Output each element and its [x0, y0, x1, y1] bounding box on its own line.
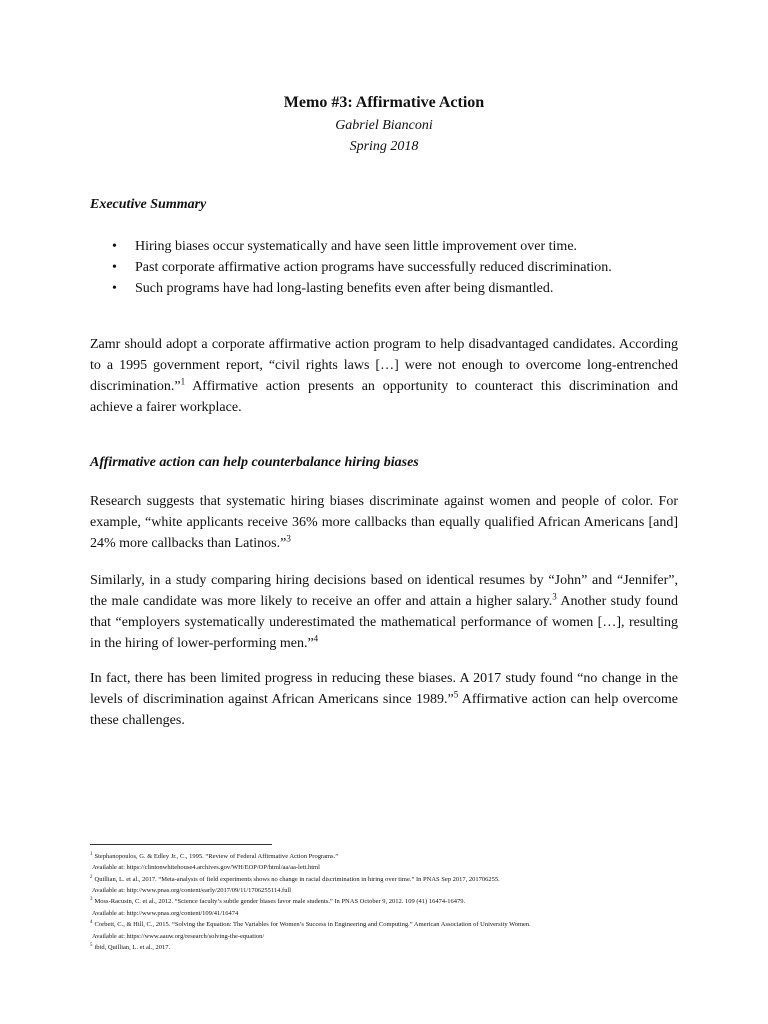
bullet-icon: •: [112, 239, 117, 254]
bullet-icon: •: [112, 260, 117, 275]
body-paragraph: In fact, there has been limited progress in reducing these biases. A 2017 study found “no change in the levels of discrimination against African Americans since 1989.”$^5$ Affirmative action can help overcome these challenges.: [90, 671, 678, 728]
executive-summary-list: [112, 236, 612, 299]
memo-author: Gabriel Bianconi: [335, 118, 433, 133]
footnote: $^3$ Moss-Racusin, C. et al., 2012. “Science faculty’s subtle gender biases favor male students.” In PNAS October 9, 2012. 109 (41) 16474-16479.: [90, 897, 466, 906]
footnote-ref: 3: [552, 591, 557, 602]
footnote: Available at: https://clintonwhitehouse4.archives.gov/WH/EOP/OP/html/aa/aa-lett.html: [92, 864, 320, 872]
list-item: • Such programs have had long-lasting benefits even after being dismantled.: [112, 278, 612, 299]
footnote-ref: 4: [313, 633, 319, 644]
executive-summary-heading: Executive Summary: [90, 197, 207, 212]
body-paragraph: Similarly, in a study comparing hiring decisions based on identical resumes by “John” and “Jennifer”, the male candidate was more likely to receive an offer and attain a higher salary.$^3$ Another study found that “employers systematically underestimated the mathematical performance of women […], resulting in the hiring of lower-performing men.”$^4$: [90, 573, 678, 651]
memo-title: Memo #3: Affirmative Action: [283, 94, 485, 111]
footnote: $^5$ ibid, Quillian, L. et al., 2017.: [90, 942, 171, 952]
intro-paragraph: Zamr should adopt a corporate affirmative action program to help disadvantaged candidates. According to a 1995 government report, “civil rights laws […] were not enough to overcome long-entrenched discrimination.”$^1$ Affirmative action presents an opportunity to counteract this discrimination and achieve a fairer workplace.: [90, 337, 678, 415]
footnote: Available at: http://www.pnas.org/content/early/2017/09/11/1706255114.full: [92, 887, 292, 895]
list-item: • Past corporate affirmative action programs have successfully reduced discrimination.: [112, 257, 612, 278]
body-paragraph: Research suggests that systematic hiring biases discriminate against women and people of color. For example, “white applicants receive 36% more callbacks than equally qualified African Americans [and] 24% more callbacks than Latinos.”$^3$: [90, 494, 678, 551]
footnote: $^2$ Quillian, L. et al., 2017. “Meta-analysis of field experiments shows no change in racial discrimination in hiring over time.” In PNAS Sep 2017, 201706255.: [90, 874, 500, 883]
memo-term: Spring 2018: [349, 139, 419, 154]
section-heading: Affirmative action can help counterbalance hiring biases: [90, 455, 419, 470]
footnote: Available at: http://www.pnas.org/content/109/41/16474: [92, 909, 239, 917]
footnote: $^1$ Stephanopoulos, G. & Edley Jr., C., 1995. “Review of Federal Affirmative Action Programs.”: [90, 852, 339, 861]
footnote: $^4$ Corbett, C., & Hill, C., 2015. “Solving the Equation: The Variables for Women’s Success in Engineering and Computing.” American Association of University Women.: [90, 920, 531, 929]
footnote-ref: 3: [286, 533, 291, 544]
footnote-ref: 5: [453, 689, 459, 700]
footnotes: [90, 850, 690, 952]
footnote: Available at: https://www.aauw.org/research/solving-the-equation/: [92, 932, 265, 940]
footnote-ref: 1: [180, 376, 186, 387]
footnote-divider: [90, 844, 272, 845]
list-item: • Hiring biases occur systematically and have seen little improvement over time.: [112, 236, 612, 257]
bullet-icon: •: [112, 281, 117, 296]
